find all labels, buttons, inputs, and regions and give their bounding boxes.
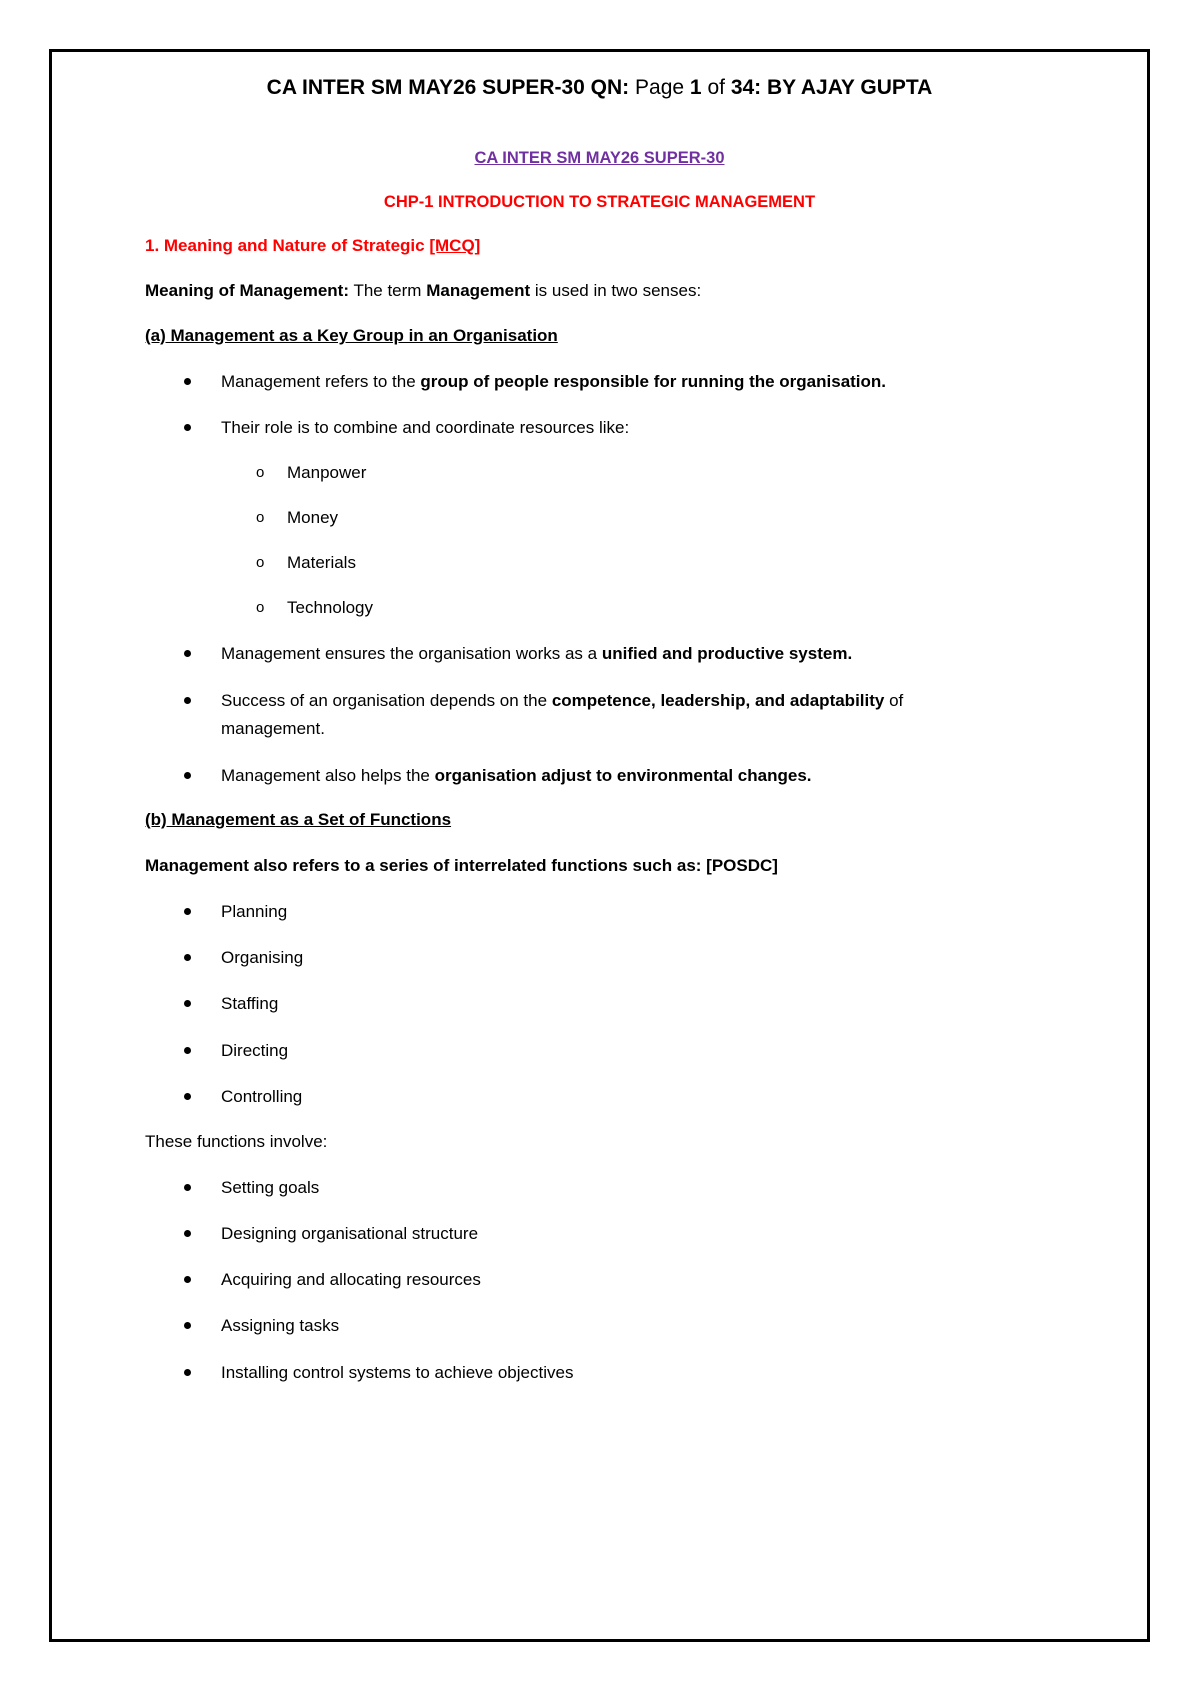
bullet-text: Management ensures the organisation works as a (221, 644, 598, 663)
involve-item: Assigning tasks (221, 1316, 340, 1335)
bullet-continuation: management. (221, 719, 325, 738)
bullet-text: Management refers to the (221, 372, 416, 391)
bullet-bold: competence, leadership, and adaptability (551, 691, 885, 710)
circle-bullet-icon: o (256, 509, 265, 526)
header-page-num: 1 (689, 76, 702, 99)
section-heading (145, 235, 480, 257)
circle-bullet-icon: o (256, 464, 265, 481)
bullet-bold: organisation adjust to environmental changes. (434, 766, 812, 785)
bullet-icon (184, 650, 191, 657)
page-header (49, 74, 1150, 102)
header-prefix: CA INTER SM MAY26 SUPER-30 QN: (266, 76, 630, 99)
function-item: Directing (221, 1041, 289, 1060)
resource-item: Materials (287, 553, 356, 572)
function-item: Controlling (221, 1087, 303, 1106)
bullet-icon (184, 1230, 191, 1237)
involve-item: Designing organisational structure (221, 1224, 479, 1243)
bullet-icon (184, 1047, 191, 1054)
bullet-icon (184, 954, 191, 961)
bullet-bold: group of people responsible for running the organisation. (420, 372, 887, 391)
meaning-text-a: The term (353, 281, 422, 300)
resource-item: Technology (287, 598, 374, 617)
circle-bullet-icon: o (256, 599, 265, 616)
bullet-bold: unified and productive system. (601, 644, 853, 663)
header-of-word: of (707, 76, 725, 99)
doc-title: CA INTER SM MAY26 SUPER-30 (474, 149, 725, 167)
bullet-icon (184, 424, 191, 431)
header-page-word: Page (635, 76, 685, 99)
chapter-title: CHP-1 INTRODUCTION TO STRATEGIC MANAGEMENT (383, 193, 816, 211)
function-item: Staffing (221, 994, 279, 1013)
header-total: 34: BY AJAY GUPTA (730, 76, 933, 99)
involve-item: Installing control systems to achieve objectives (221, 1363, 574, 1382)
bullet-icon (184, 697, 191, 704)
bullet-icon (184, 1093, 191, 1100)
resource-item: Manpower (287, 463, 367, 482)
meaning-bold-word: Management (426, 281, 531, 300)
bullet-icon (184, 1322, 191, 1329)
section-heading-text: 1. Meaning and Nature of Strategic (145, 236, 425, 255)
involve-label: These functions involve: (145, 1132, 328, 1151)
bullet-icon (184, 378, 191, 385)
resource-item: Money (287, 508, 339, 527)
involve-item: Acquiring and allocating resources (221, 1270, 481, 1289)
mcq-tag: [MCQ] (429, 236, 481, 255)
bullet-text: Their role is to combine and coordinate resources like: (221, 418, 630, 437)
meaning-line (145, 280, 701, 302)
meaning-label: Meaning of Management: (145, 281, 350, 300)
meaning-text-b: is used in two senses: (534, 281, 702, 300)
function-item: Organising (221, 948, 304, 967)
bullet-icon (184, 1276, 191, 1283)
functions-intro: Management also refers to a series of interrelated functions such as: [POSDC] (145, 856, 778, 875)
bullet-icon (184, 772, 191, 779)
bullet-text: Success of an organisation depends on the (221, 691, 548, 710)
bullet-icon (184, 1184, 191, 1191)
involve-item: Setting goals (221, 1178, 320, 1197)
subheading-b: (b) Management as a Set of Functions (145, 810, 452, 829)
bullet-text-2: of (889, 691, 904, 710)
subheading-a: (a) Management as a Key Group in an Organisation (145, 326, 558, 345)
bullet-icon (184, 1000, 191, 1007)
bullet-icon (184, 1369, 191, 1376)
circle-bullet-icon: o (256, 554, 265, 571)
bullet-text: Management also helps the (221, 766, 430, 785)
bullet-icon (184, 908, 191, 915)
function-item: Planning (221, 902, 288, 921)
